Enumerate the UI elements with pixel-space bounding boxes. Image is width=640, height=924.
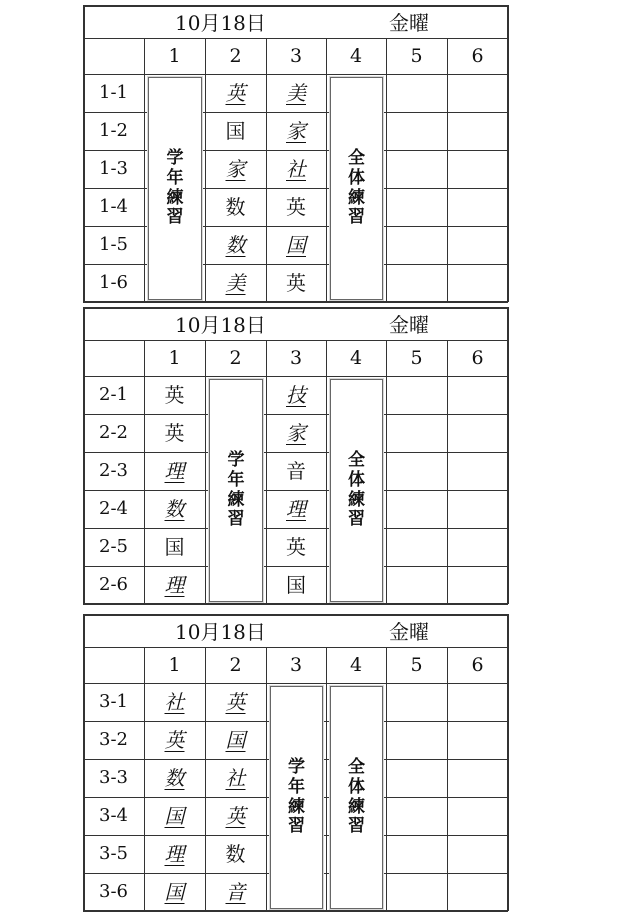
activity-label-char: 習 xyxy=(166,207,184,228)
subject-cell: 国 xyxy=(286,233,306,257)
activity-label-char: 練 xyxy=(227,489,245,510)
merged-activity-block xyxy=(330,686,383,909)
grid-line-horizontal xyxy=(83,5,508,7)
subject-cell xyxy=(447,528,508,566)
subject-cell xyxy=(386,528,447,566)
subject-cell: 国 xyxy=(286,573,306,597)
subject-cell: 美 xyxy=(286,81,306,105)
period-header: 5 xyxy=(410,346,423,369)
subject-cell xyxy=(386,264,447,302)
subject-cell: 数 xyxy=(164,766,185,790)
subject-cell xyxy=(447,759,508,797)
merged-activity-block xyxy=(330,379,383,602)
subject-cell: 家 xyxy=(286,119,306,143)
activity-label-char: 年 xyxy=(288,776,305,797)
subject-cell xyxy=(447,150,508,188)
subject-cell xyxy=(447,226,508,264)
activity-label xyxy=(167,149,184,227)
subject-cell: 家 xyxy=(286,421,306,445)
activity-label-char: 練 xyxy=(348,187,365,208)
period-header: 4 xyxy=(349,44,363,67)
activity-label-char: 年 xyxy=(166,167,184,188)
subject-cell xyxy=(447,264,508,302)
subject-cell: 英 xyxy=(164,421,185,445)
subject-cell xyxy=(447,376,508,414)
subject-cell: 英 xyxy=(164,728,185,752)
activity-label-char: 習 xyxy=(348,207,365,228)
period-header: 4 xyxy=(349,653,363,676)
subject-cell: 国 xyxy=(225,728,246,752)
class-label: 2-6 xyxy=(99,574,128,595)
activity-label-char: 全 xyxy=(348,148,365,169)
subject-cell xyxy=(386,376,447,414)
subject-cell xyxy=(386,414,447,452)
subject-cell: 英 xyxy=(225,690,246,714)
activity-label-char: 習 xyxy=(348,509,365,530)
timetable-section xyxy=(83,5,508,302)
subject-cell: 社 xyxy=(225,766,246,790)
class-label: 1-1 xyxy=(99,82,128,103)
subject-cell xyxy=(447,797,508,835)
subject-cell xyxy=(386,490,447,528)
subject-cell xyxy=(386,873,447,911)
class-label: 3-2 xyxy=(99,729,128,750)
weekday-label: 金曜 xyxy=(389,620,429,644)
merged-activity-block xyxy=(209,379,263,602)
subject-cell xyxy=(447,74,508,112)
activity-label-char: 練 xyxy=(348,796,365,817)
activity-label-char: 習 xyxy=(348,816,365,837)
period-header: 1 xyxy=(168,653,181,676)
merged-activity-block xyxy=(330,77,383,300)
period-header: 5 xyxy=(410,653,423,676)
period-header: 6 xyxy=(471,44,484,67)
activity-label-char: 練 xyxy=(288,796,305,817)
class-label: 1-2 xyxy=(99,120,128,141)
subject-cell: 国 xyxy=(164,804,185,828)
subject-cell: 数 xyxy=(225,195,246,219)
period-header: 2 xyxy=(229,653,242,676)
period-header: 5 xyxy=(410,44,423,67)
class-label: 2-5 xyxy=(99,536,128,557)
subject-cell: 社 xyxy=(164,690,185,714)
period-header: 4 xyxy=(349,346,363,369)
weekday-label: 金曜 xyxy=(389,11,429,35)
subject-cell xyxy=(386,452,447,490)
subject-cell xyxy=(447,835,508,873)
merged-activity-block xyxy=(148,77,202,300)
period-header: 6 xyxy=(471,653,484,676)
subject-cell xyxy=(386,112,447,150)
subject-cell xyxy=(447,452,508,490)
class-label: 3-5 xyxy=(99,843,128,864)
subject-cell: 音 xyxy=(225,880,246,904)
subject-cell: 技 xyxy=(286,383,306,407)
class-label: 1-5 xyxy=(99,234,128,255)
subject-cell: 英 xyxy=(286,535,306,559)
merged-activity-block xyxy=(270,686,323,909)
period-header: 3 xyxy=(289,653,303,676)
class-label: 3-1 xyxy=(99,691,128,712)
activity-label-char: 全 xyxy=(348,757,365,778)
subject-cell xyxy=(386,797,447,835)
subject-cell: 英 xyxy=(286,271,306,295)
activity-label-char: 習 xyxy=(227,509,245,530)
period-header: 6 xyxy=(471,346,484,369)
class-label: 1-6 xyxy=(99,272,128,293)
timetable-section xyxy=(83,307,508,604)
activity-label-char: 体 xyxy=(348,167,365,188)
subject-cell: 数 xyxy=(164,497,185,521)
subject-cell xyxy=(447,721,508,759)
activity-label-char: 習 xyxy=(288,816,305,837)
subject-cell xyxy=(386,74,447,112)
activity-label xyxy=(348,149,365,227)
activity-label xyxy=(348,758,365,836)
subject-cell xyxy=(447,873,508,911)
subject-cell: 社 xyxy=(286,157,306,181)
subject-cell: 国 xyxy=(164,535,185,559)
subject-cell: 英 xyxy=(286,195,306,219)
activity-label xyxy=(288,758,305,836)
subject-cell: 家 xyxy=(225,157,246,181)
class-label: 2-4 xyxy=(99,498,128,519)
subject-cell: 国 xyxy=(164,880,185,904)
period-header: 2 xyxy=(229,346,242,369)
activity-label-char: 体 xyxy=(348,469,365,490)
class-label: 3-6 xyxy=(99,881,128,902)
activity-label-char: 学 xyxy=(166,148,184,169)
subject-cell: 美 xyxy=(225,271,246,295)
subject-cell: 英 xyxy=(164,383,185,407)
class-label: 2-2 xyxy=(99,422,128,443)
subject-cell xyxy=(447,414,508,452)
period-header: 2 xyxy=(229,44,242,67)
subject-cell: 数 xyxy=(225,842,246,866)
activity-label-char: 練 xyxy=(166,187,184,208)
subject-cell: 英 xyxy=(225,81,246,105)
subject-cell xyxy=(447,188,508,226)
date-label: 10月18日 xyxy=(175,11,266,35)
subject-cell: 理 xyxy=(164,842,185,866)
grid-line-horizontal xyxy=(83,307,508,309)
subject-cell xyxy=(386,721,447,759)
subject-cell xyxy=(386,759,447,797)
subject-cell xyxy=(386,188,447,226)
period-header: 1 xyxy=(168,346,181,369)
subject-cell: 理 xyxy=(164,459,185,483)
subject-cell xyxy=(386,150,447,188)
activity-label-char: 体 xyxy=(348,776,365,797)
class-label: 3-3 xyxy=(99,767,128,788)
activity-label-char: 練 xyxy=(348,489,365,510)
class-label: 2-3 xyxy=(99,460,128,481)
subject-cell xyxy=(386,226,447,264)
timetable-section xyxy=(83,614,508,911)
subject-cell xyxy=(447,490,508,528)
subject-cell xyxy=(447,566,508,604)
activity-label-char: 学 xyxy=(288,757,305,778)
subject-cell: 数 xyxy=(225,233,246,257)
period-header: 3 xyxy=(289,44,303,67)
activity-label-char: 全 xyxy=(348,450,365,471)
subject-cell: 理 xyxy=(164,573,185,597)
period-header: 1 xyxy=(168,44,181,67)
activity-label-char: 学 xyxy=(227,450,245,471)
date-label: 10月18日 xyxy=(175,620,266,644)
class-label: 2-1 xyxy=(99,384,128,405)
grid-line-horizontal xyxy=(83,614,508,616)
subject-cell xyxy=(447,683,508,721)
subject-cell: 英 xyxy=(225,804,246,828)
subject-cell xyxy=(386,566,447,604)
class-label: 1-4 xyxy=(99,196,128,217)
subject-cell: 理 xyxy=(286,497,306,521)
weekday-label: 金曜 xyxy=(389,313,429,337)
activity-label xyxy=(348,451,365,529)
subject-cell xyxy=(386,835,447,873)
subject-cell: 国 xyxy=(225,119,246,143)
class-label: 1-3 xyxy=(99,158,128,179)
class-label: 3-4 xyxy=(99,805,128,826)
subject-cell xyxy=(386,683,447,721)
period-header: 3 xyxy=(289,346,303,369)
subject-cell: 音 xyxy=(286,459,306,483)
subject-cell xyxy=(447,112,508,150)
activity-label xyxy=(228,451,245,529)
activity-label-char: 年 xyxy=(227,469,245,490)
date-label: 10月18日 xyxy=(175,313,266,337)
